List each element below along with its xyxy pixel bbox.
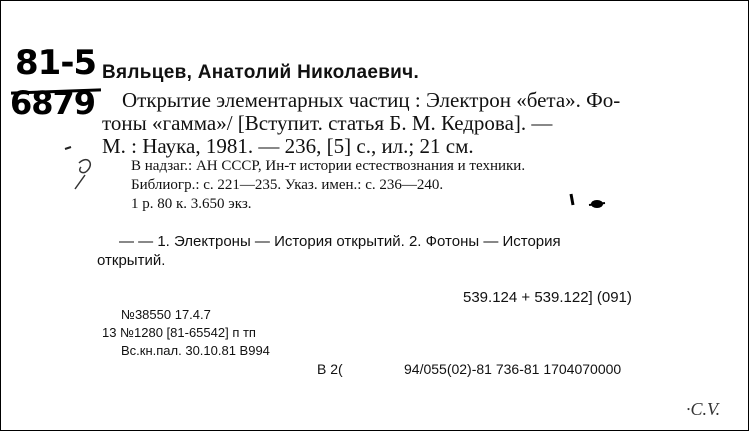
price-and-print-run: 1 р. 80 к. 3.650 экз. [131, 196, 252, 212]
subject-headings-line-2: открытий. [97, 252, 166, 269]
handwritten-initials: ∙С.V. [686, 399, 721, 419]
note-line-2: Библиогр.: с. 221—235. Указ. имен.: с. 236—240. [131, 177, 444, 193]
subject-headings-line-1: — — 1. Электроны — История открытий. 2. Фотоны — История [119, 233, 561, 250]
handwritten-inventory-number: 6879 [10, 84, 96, 122]
imprint-line: М. : Наука, 1981. — 236, [5] с., ил.; 21 см. [102, 134, 474, 158]
ink-blot-icon [567, 191, 611, 213]
book-chamber-line: Вс.кн.пал. 30.10.81 В994 [121, 343, 270, 358]
footer-code-left: В 2( [317, 361, 343, 377]
note-line-1: В надзаг.: АН СССР, Ин-т истории естествознания и техники. [131, 158, 526, 174]
pencil-mark-icon [61, 141, 101, 193]
title-line-2: тоны «гамма»/ [Вступит. статья Б. М. Кедрова]. — [102, 111, 553, 135]
udc-classification: 539.124 + 539.122] (091) [463, 289, 632, 306]
order-number: №38550 17.4.7 [121, 307, 211, 322]
title-line-1: Открытие элементарных частиц : Электрон «бета». Фо- [122, 88, 621, 112]
handwritten-shelf-number: 81-5 [15, 43, 97, 83]
footer-code-right: 94/055(02)-81 736-81 1704070000 [404, 361, 622, 377]
author-heading: Вяльцев, Анатолий Николаевич. [102, 62, 420, 83]
print-order-line: 13 №1280 [81-65542] п тп [102, 325, 256, 340]
